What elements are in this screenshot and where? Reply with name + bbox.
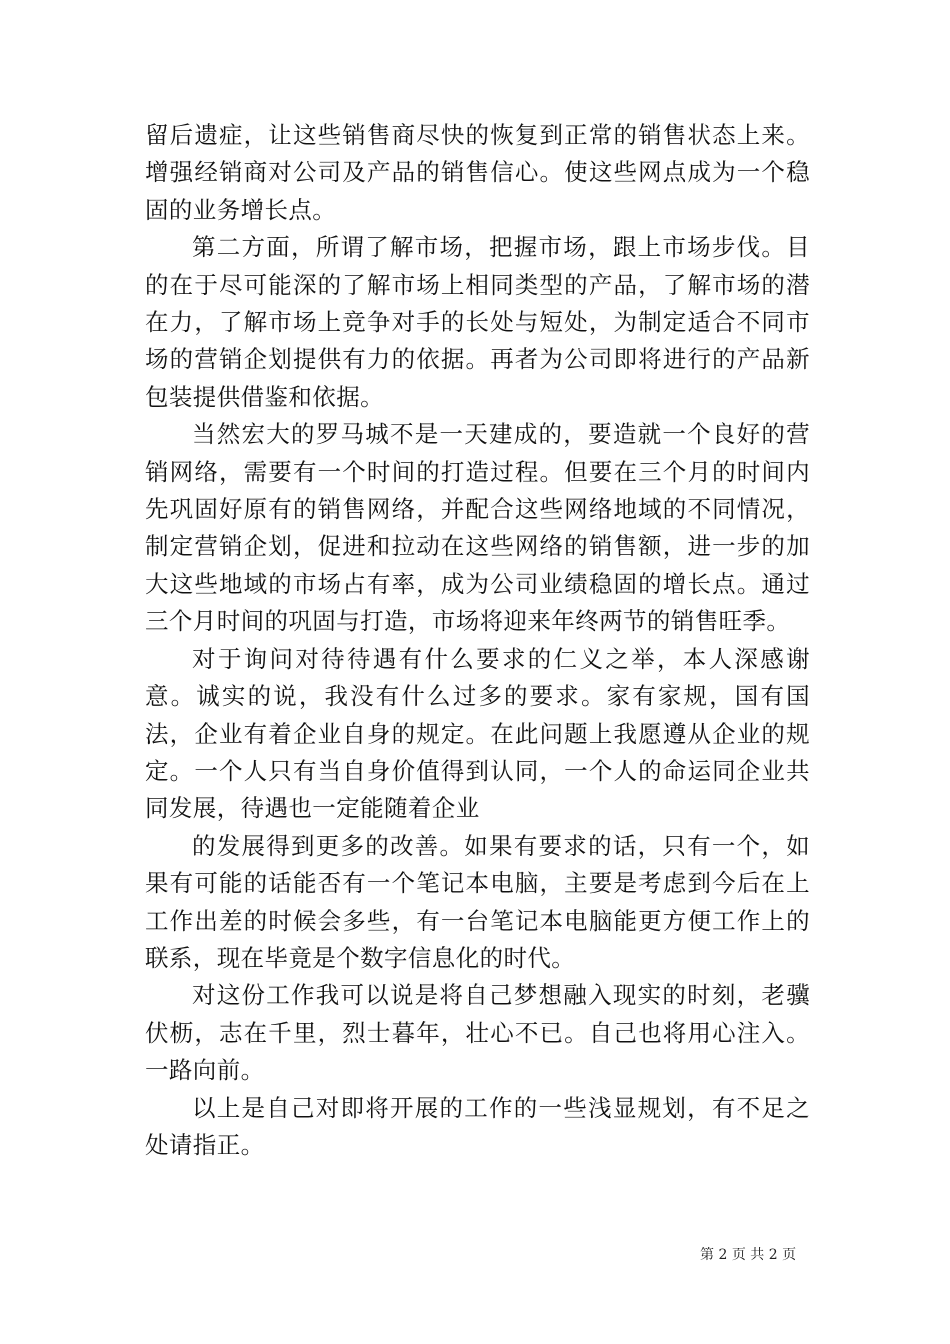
footer-middle: 页 共 bbox=[727, 1247, 769, 1263]
footer-total-pages: 2 bbox=[768, 1247, 778, 1263]
page-number-footer bbox=[700, 1245, 820, 1265]
paragraph-commitment: 对这份工作我可以说是将自己梦想融入现实的时刻，老骥伏枥，志在千里，烈士暮年，壮心不已。自己也将用心注入。一路向前。 bbox=[145, 981, 810, 1085]
footer-suffix: 页 bbox=[777, 1247, 797, 1263]
document-body bbox=[145, 117, 810, 1164]
paragraph-sales-network: 当然宏大的罗马城不是一天建成的，要造就一个良好的营销网络，需要有一个时间的打造过程。但要在三个月的时间内先巩固好原有的销售网络，并配合这些网络地域的不同情况，制定营销企划，促进和拉动在这些网络的销售额，进一步的加大这些地域的市场占有率，成为公司业绩稳固的增长点。通过三个月时间的巩固与打造，市场将迎来年终两节的销售旺季。 bbox=[145, 420, 810, 636]
paragraph-continuation: 留后遗症，让这些销售商尽快的恢复到正常的销售状态上来。增强经销商对公司及产品的销售信心。使这些网点成为一个稳固的业务增长点。 bbox=[145, 121, 810, 224]
paragraph-market-understanding: 第二方面，所谓了解市场，把握市场，跟上市场步伐。目的在于尽可能深的了解市场上相同类型的产品，了解市场的潜在力，了解市场上竞争对手的长处与短处，为制定适合不同市场的营销企划提供有力的依据。再者为公司即将进行的产品新包装提供借鉴和依据。 bbox=[145, 233, 810, 411]
paragraph-conclusion: 以上是自己对即将开展的工作的一些浅显规划，有不足之处请指正。 bbox=[145, 1093, 810, 1159]
footer-prefix: 第 bbox=[700, 1247, 719, 1263]
footer-current-page: 2 bbox=[718, 1247, 728, 1263]
paragraph-laptop-request: 的发展得到更多的改善。如果有要求的话，只有一个，如果有可能的话能否有一个笔记本电脑，主要是考虑到今后在上工作出差的时候会多些，有一台笔记本电脑能更方便工作上的联系，现在毕竟是个数字信息化的时代。 bbox=[145, 831, 810, 972]
paragraph-salary-requirements: 对于询问对待待遇有什么要求的仁义之举，本人深感谢意。诚实的说，我没有什么过多的要求。家有家规，国有国法，企业有着企业自身的规定。在此问题上我愿遵从企业的规定。一个人只有当自身价值得到认同，一个人的命运同企业共同发展，待遇也一定能随着企业 bbox=[145, 644, 810, 823]
